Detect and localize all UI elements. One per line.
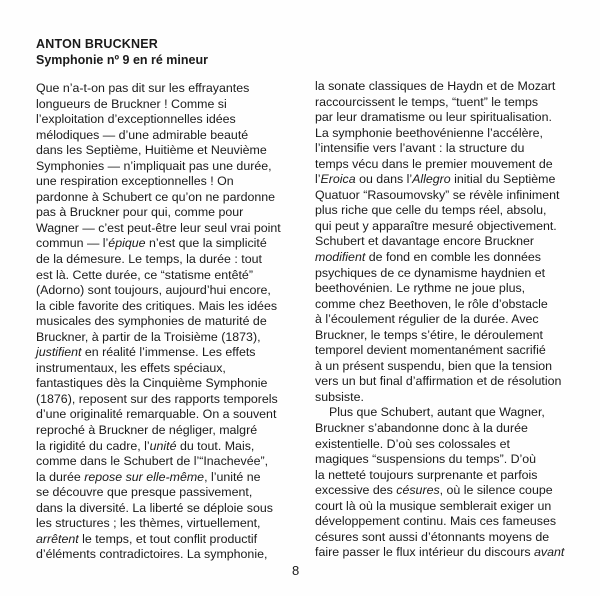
text-segment: les structures ; les thèmes, virtuellement,: [36, 516, 261, 531]
text-line: [36, 516, 281, 532]
text-line: [315, 95, 560, 111]
text-segment: de la démesure. Le temps, la durée : tout: [36, 252, 262, 267]
text-segment: faire passer le flux intérieur du discours: [315, 545, 535, 560]
text-line: [315, 219, 560, 235]
text-segment: la sonate classiques de Haydn et de Mozart: [315, 79, 556, 93]
text-segment: Que n’a-t-on pas dit sur les effrayantes: [36, 81, 250, 95]
text-segment: pardonne à Schubert ce qu’on ne pardonne: [36, 189, 276, 204]
text-line: [315, 343, 560, 359]
text-line: [36, 112, 281, 128]
text-segment: commun — l’: [36, 236, 109, 251]
text-segment: de fond en comble les données: [365, 250, 541, 265]
text-line: [36, 190, 281, 206]
text-segment: psychiques de ce dynamisme haydnien et: [315, 265, 546, 280]
text-line: [315, 110, 560, 126]
text-segment: musicales des symphonies de maturité de: [36, 314, 267, 329]
text-segment: comme chez Beethoven, le rôle d’obstacle: [315, 296, 548, 311]
text-segment: fantastiques dès la Cinquième Symphonie: [36, 376, 268, 391]
text-line: [315, 141, 560, 157]
text-segment: en réalité l’immense. Les effets: [81, 345, 256, 360]
text-line: [315, 297, 560, 313]
text-segment: (Adorno) sont toujours, aujourd’hui encore,: [36, 283, 271, 298]
text-segment: développement continu. Mais ces fameuses: [315, 514, 557, 529]
italic-text: Allegro: [412, 172, 451, 187]
text-line: [315, 530, 560, 546]
text-line: [36, 485, 281, 501]
text-segment: subsiste.: [315, 389, 364, 404]
text-line: [315, 172, 560, 188]
text-line: [315, 468, 560, 484]
text-segment: court là où la musique semblerait exiger un: [315, 498, 552, 513]
text-line: [36, 423, 281, 439]
text-line: [36, 314, 281, 330]
text-segment: instrumentaux, les effets spéciaux,: [36, 360, 226, 375]
text-segment: la rigidité du cadre, l’: [36, 438, 150, 453]
text-segment: magiques “suspensions du temps”. D’où: [315, 452, 537, 467]
text-segment: d’une originalité remarquable. On a souvent: [36, 407, 277, 422]
italic-text: repose sur elle-même: [84, 469, 205, 484]
italic-text: césures: [396, 483, 440, 498]
text-line: [315, 545, 565, 561]
text-segment: La symphonie beethovénienne l’accélère,: [315, 125, 544, 140]
text-segment: temporel devient momentanément sacrifié: [315, 343, 546, 358]
text-segment: , l’unité ne: [204, 469, 261, 484]
text-line: [36, 252, 281, 268]
text-line: [36, 345, 281, 361]
text-line: [36, 501, 281, 517]
text-segment: une respiration exceptionnelles ! On: [36, 174, 234, 189]
text-line: [315, 514, 560, 530]
text-line: [36, 174, 281, 190]
text-line: [36, 97, 281, 113]
text-segment: césures sont aussi d’étonnants moyens de: [315, 529, 550, 544]
text-segment: Wagner — c’est peut-être leur seul vrai point: [36, 220, 281, 235]
text-line: [36, 454, 281, 470]
text-segment: mélodiques — d’une admirable beauté: [36, 127, 249, 142]
text-line: [315, 203, 560, 219]
text-line: [315, 328, 560, 344]
text-line: [315, 266, 560, 282]
text-segment: , où le silence coupe: [439, 483, 553, 498]
text-line: [315, 405, 560, 421]
text-line: [36, 407, 281, 423]
text-line: [36, 143, 281, 159]
text-line: [36, 392, 281, 408]
text-line: [36, 268, 281, 284]
italic-text: Eroica: [320, 172, 356, 187]
text-segment: temps vécu dans le premier mouvement de: [315, 156, 553, 171]
text-segment: l’intensifie vers l’avant : la structure du: [315, 141, 525, 156]
text-line: [315, 250, 560, 266]
text-line: [36, 221, 281, 237]
text-segment: reproché à Bruckner de négliger, malgré: [36, 423, 258, 438]
text-segment: Quatuor “Rasoumovsky” se révèle infiniment: [315, 187, 560, 202]
italic-text: arrêtent: [36, 531, 79, 546]
composer-name: ANTON BRUCKNER: [36, 37, 159, 51]
text-column-left: [36, 81, 281, 563]
text-line: [315, 157, 560, 173]
text-segment: à un présent suspendu, bien que la tension: [315, 358, 552, 373]
text-segment: la durée: [36, 469, 85, 484]
text-line: [36, 532, 281, 548]
text-segment: comme dans le Schubert de l’“Inachevée”,: [36, 454, 269, 469]
text-line: [36, 236, 281, 252]
text-segment: Schubert et davantage encore Bruckner: [315, 234, 535, 249]
text-line: [36, 81, 281, 97]
text-segment: la netteté toujours surprenante et parfois: [315, 467, 538, 482]
text-segment: beethovénien. Le rythme ne joue plus,: [315, 281, 526, 296]
text-line: [36, 439, 281, 455]
text-segment: d’éléments contradictoires. La symphonie,: [36, 547, 268, 562]
text-line: [36, 330, 281, 346]
text-segment: ou dans l’: [355, 172, 413, 187]
text-line: [315, 234, 560, 250]
text-line: [315, 359, 560, 375]
text-segment: vers un but final d’affirmation et de résolution: [315, 374, 562, 389]
text-segment: à l’écoulement régulier de la durée. Avec: [315, 312, 539, 327]
italic-text: unité: [149, 438, 177, 453]
italic-text: justifient: [36, 345, 82, 360]
text-segment: plus riche que celle du temps réel, absolu,: [315, 203, 547, 218]
work-title: Symphonie nº 9 en ré mineur: [36, 53, 208, 67]
text-line: [315, 452, 560, 468]
text-segment: longueurs de Bruckner ! Comme si: [36, 96, 227, 111]
text-line: [315, 312, 560, 328]
text-segment: est là. Cette durée, ce “statisme entêté”: [36, 267, 253, 282]
text-line: [315, 126, 560, 142]
text-line: [36, 205, 281, 221]
text-line: [36, 470, 281, 486]
text-segment: pas à Bruckner pour qui, comme pour: [36, 205, 244, 220]
text-segment: l’: [315, 172, 321, 187]
text-segment: n’est que la simplicité: [145, 236, 267, 251]
text-line: [36, 299, 281, 315]
text-segment: du tout. Mais,: [176, 438, 255, 453]
text-line: [36, 128, 281, 144]
text-line: [315, 79, 560, 95]
italic-text: modifient: [315, 250, 366, 265]
text-segment: qui peut y apparaître mesuré objectivement.: [315, 218, 557, 233]
text-line: [315, 390, 560, 406]
text-line: [315, 421, 560, 437]
text-segment: l’exploitation d’exceptionnelles idées: [36, 112, 236, 127]
text-column-right: [315, 79, 565, 561]
text-segment: raccourcissent le temps, “tuent” le temps: [315, 94, 539, 109]
text-segment: la cible favorite des critiques. Mais les idées: [36, 298, 278, 313]
text-line: [315, 483, 560, 499]
text-segment: Symphonies — n’impliquait pas une durée,: [36, 158, 272, 173]
text-line: [315, 281, 560, 297]
text-line: [36, 547, 281, 563]
italic-text: épique: [108, 236, 146, 251]
text-segment: Bruckner, le temps s’étire, le déroulement: [315, 327, 543, 342]
text-segment: initial du Septième: [450, 172, 556, 187]
text-line: [36, 361, 281, 377]
text-segment: Bruckner s’abandonne donc à la durée: [315, 421, 528, 436]
text-segment: Plus que Schubert, autant que Wagner,: [329, 405, 545, 420]
text-segment: Bruckner, à partir de la Troisième (1873),: [36, 329, 261, 344]
text-segment: (1876), reposent sur des rapports temporels: [36, 391, 278, 406]
text-segment: excessive des: [315, 483, 397, 498]
text-line: [315, 188, 560, 204]
text-segment: par leur dramatisme ou leur spiritualisation.: [315, 110, 552, 125]
text-segment: le temps, et tout conflit productif: [78, 531, 258, 546]
italic-text: avant: [534, 545, 565, 560]
text-segment: se découvre que presque passivement,: [36, 485, 253, 500]
text-line: [315, 374, 560, 390]
text-line: [36, 376, 281, 392]
text-segment: existentielle. D’où ses colossales et: [315, 436, 510, 451]
text-line: [315, 499, 560, 515]
text-line: [36, 159, 281, 175]
article-header: [36, 36, 208, 68]
text-segment: dans la diversité. La liberté se déploie sous: [36, 500, 273, 515]
text-segment: dans les Septième, Huitième et Neuvième: [36, 143, 267, 158]
text-line: [36, 283, 281, 299]
text-line: [315, 437, 560, 453]
page-number: 8: [292, 563, 300, 578]
